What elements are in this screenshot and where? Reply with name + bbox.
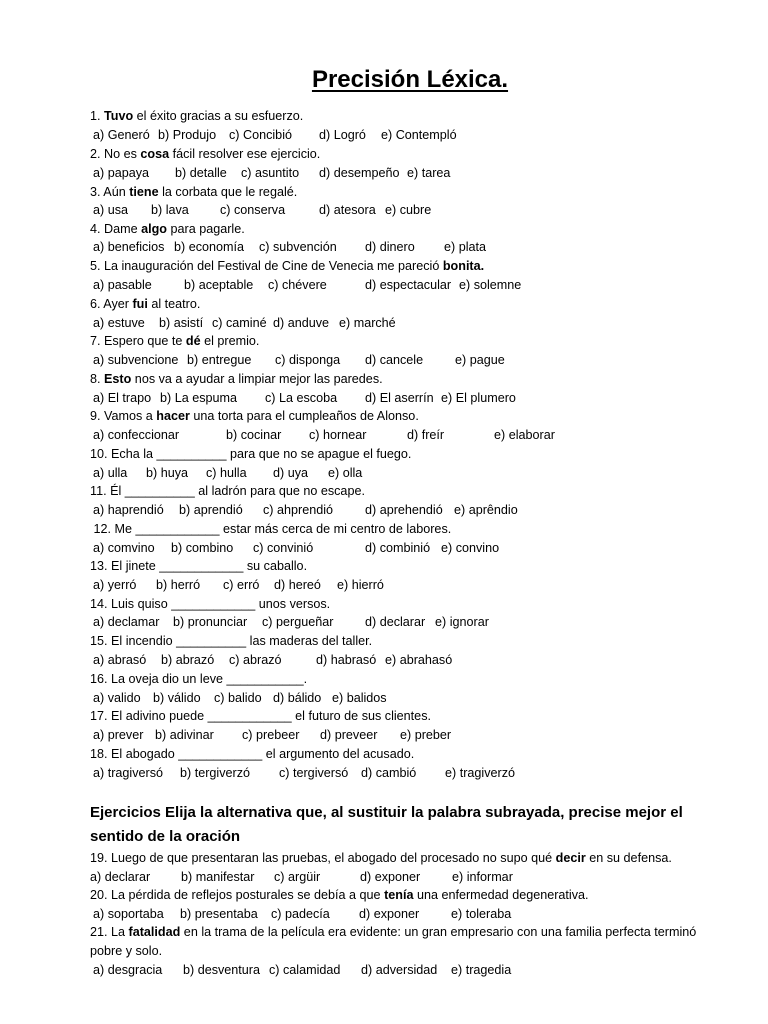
option-e[interactable]: e) solemne — [459, 278, 522, 292]
question-1: 1. Tuvo el éxito gracias a su esfuerzo. — [90, 109, 304, 123]
option-d[interactable]: d) Logró — [319, 128, 366, 142]
option-c[interactable]: c) hornear — [309, 428, 367, 442]
option-b[interactable]: b) presentaba — [180, 907, 258, 921]
section-heading-cont: sentido de la oración — [90, 828, 241, 845]
option-e[interactable]: e) marché — [339, 316, 396, 330]
option-c[interactable]: c) prebeer — [242, 728, 300, 742]
option-b[interactable]: b) economía — [174, 240, 245, 254]
option-d[interactable]: d) El aserrín — [365, 391, 434, 405]
option-b[interactable]: b) válido — [153, 691, 201, 705]
option-e[interactable]: e) hierró — [337, 578, 384, 592]
option-e[interactable]: e) elaborar — [494, 428, 555, 442]
question-3: 3. Aún tiene la corbata que le regalé. — [90, 185, 298, 199]
option-a[interactable]: a) beneficios — [93, 240, 165, 254]
section-heading: Ejercicios Elija la alternativa que, al sustituir la palabra subrayada, precise mejor el — [90, 804, 683, 821]
option-a[interactable]: a) prever — [93, 728, 144, 742]
option-b[interactable]: b) cocinar — [226, 428, 282, 442]
option-d[interactable]: d) habrasó — [316, 653, 377, 667]
option-a[interactable]: a) pasable — [93, 278, 152, 292]
option-b[interactable]: b) desventura — [183, 963, 261, 977]
option-d[interactable]: d) aprehendió — [365, 503, 443, 517]
option-e[interactable]: e) abrahasó — [385, 653, 453, 667]
option-e[interactable]: e) informar — [452, 870, 513, 884]
option-c[interactable]: c) conserva — [220, 203, 286, 217]
option-b[interactable]: b) asistí — [159, 316, 204, 330]
option-b[interactable]: b) abrazó — [161, 653, 215, 667]
option-c[interactable]: c) argüir — [274, 870, 321, 884]
option-a[interactable]: a) ulla — [93, 466, 128, 480]
option-c[interactable]: c) tergiversó — [279, 766, 349, 780]
question-5: 5. La inauguración del Festival de Cine de Venecia me pareció bonita. — [90, 259, 485, 273]
question-4: 4. Dame algo para pagarle. — [90, 222, 245, 236]
option-a[interactable]: a) confeccionar — [93, 428, 180, 442]
option-c[interactable]: c) caminé — [212, 316, 267, 330]
option-c[interactable]: c) ahprendió — [263, 503, 334, 517]
option-d[interactable]: d) preveer — [320, 728, 378, 742]
option-a[interactable]: a) papaya — [93, 166, 150, 180]
option-e[interactable]: e) tarea — [407, 166, 451, 180]
option-c[interactable]: c) calamidad — [269, 963, 341, 977]
option-b[interactable]: b) combino — [171, 541, 234, 555]
option-b[interactable]: b) La espuma — [160, 391, 238, 405]
option-b[interactable]: b) manifestar — [181, 870, 255, 884]
option-c[interactable]: c) pergueñar — [262, 615, 334, 629]
option-b[interactable]: b) pronunciar — [173, 615, 248, 629]
option-d[interactable]: d) dinero — [365, 240, 415, 254]
option-d[interactable]: d) cancele — [365, 353, 424, 367]
question-11: 11. Él __________ al ladrón para que no escape. — [90, 484, 365, 498]
option-c[interactable]: c) convinió — [253, 541, 314, 555]
question-21: 21. La fatalidad en la trama de la película era evidente: un gran empresario con una familia perfecta terminó — [90, 925, 697, 939]
option-c[interactable]: c) balido — [214, 691, 262, 705]
question-16: 16. La oveja dio un leve ___________. — [90, 672, 308, 686]
option-a[interactable]: a) abrasó — [93, 653, 147, 667]
option-a[interactable]: a) El trapo — [93, 391, 152, 405]
option-e[interactable]: e) balidos — [332, 691, 387, 705]
option-d[interactable]: d) desempeño — [319, 166, 400, 180]
option-e[interactable]: e) convino — [441, 541, 500, 555]
question-15: 15. El incendio __________ las maderas del taller. — [90, 634, 373, 648]
question-20: 20. La pérdida de reflejos posturales se debía a que tenía una enfermedad degenerativa. — [90, 888, 589, 902]
question-12: 12. Me ____________ estar más cerca de mi centro de labores. — [90, 522, 452, 536]
question-10: 10. Echa la __________ para que no se apague el fuego. — [90, 447, 412, 461]
option-d[interactable]: d) adversidad — [361, 963, 438, 977]
option-c[interactable]: c) disponga — [275, 353, 341, 367]
question-9: 9. Vamos a hacer una torta para el cumpleaños de Alonso. — [90, 409, 419, 423]
option-a[interactable]: a) soportaba — [93, 907, 164, 921]
option-a[interactable]: a) yerró — [93, 578, 137, 592]
option-c[interactable]: c) erró — [223, 578, 260, 592]
option-c[interactable]: c) asuntito — [241, 166, 300, 180]
option-e[interactable]: e) cubre — [385, 203, 432, 217]
option-d[interactable]: d) exponer — [359, 907, 420, 921]
question-6: 6. Ayer fui al teatro. — [90, 297, 201, 311]
option-b[interactable]: b) tergiverzó — [180, 766, 250, 780]
option-a[interactable]: a) usa — [93, 203, 129, 217]
question-18: 18. El abogado ____________ el argumento del acusado. — [90, 747, 415, 761]
option-d[interactable]: d) hereó — [274, 578, 321, 592]
option-a[interactable]: a) declamar — [93, 615, 160, 629]
option-a[interactable]: a) declarar — [90, 870, 151, 884]
option-d[interactable]: d) freír — [407, 428, 445, 442]
question-2: 2. No es cosa fácil resolver ese ejercicio. — [90, 147, 321, 161]
option-a[interactable]: a) comvino — [93, 541, 155, 555]
option-e[interactable]: e) aprêndio — [454, 503, 518, 517]
option-c[interactable]: c) hulla — [206, 466, 247, 480]
option-a[interactable]: a) tragiversó — [93, 766, 163, 780]
question-13: 13. El jinete ____________ su caballo. — [90, 559, 308, 573]
question-14: 14. Luis quiso ____________ unos versos. — [90, 597, 331, 611]
option-a[interactable]: a) estuve — [93, 316, 145, 330]
option-e[interactable]: e) ignorar — [435, 615, 489, 629]
option-e[interactable]: e) olla — [328, 466, 363, 480]
option-b[interactable]: b) aprendió — [179, 503, 243, 517]
option-b[interactable]: b) aceptable — [184, 278, 254, 292]
option-d[interactable]: d) espectacular — [365, 278, 452, 292]
option-b[interactable]: b) lava — [151, 203, 189, 217]
option-d[interactable]: d) cambió — [361, 766, 417, 780]
question-17: 17. El adivino puede ____________ el futuro de sus clientes. — [90, 709, 431, 723]
option-a[interactable]: a) desgracia — [93, 963, 163, 977]
option-b[interactable]: b) Produjo — [158, 128, 217, 142]
option-e[interactable]: e) toleraba — [451, 907, 512, 921]
option-b[interactable]: b) entregue — [187, 353, 252, 367]
option-e[interactable]: e) Contempló — [381, 128, 457, 142]
option-c[interactable]: c) abrazó — [229, 653, 282, 667]
option-a[interactable]: a) Generó — [93, 128, 150, 142]
option-d[interactable]: d) uya — [273, 466, 309, 480]
option-d[interactable]: d) declarar — [365, 615, 426, 629]
option-d[interactable]: d) anduve — [273, 316, 330, 330]
option-a[interactable]: a) haprendió — [93, 503, 164, 517]
option-c[interactable]: c) chévere — [268, 278, 327, 292]
option-a[interactable]: a) subvencione — [93, 353, 179, 367]
option-e[interactable]: e) plata — [444, 240, 487, 254]
option-e[interactable]: e) preber — [400, 728, 452, 742]
option-d[interactable]: d) exponer — [360, 870, 421, 884]
option-b[interactable]: b) adivinar — [155, 728, 214, 742]
question-7: 7. Espero que te dé el premio. — [90, 334, 260, 348]
question-21-cont: pobre y solo. — [90, 944, 163, 958]
question-8: 8. Esto nos va a ayudar a limpiar mejor las paredes. — [90, 372, 383, 386]
option-d[interactable]: d) atesora — [319, 203, 376, 217]
option-c[interactable]: c) Concibió — [229, 128, 292, 142]
option-b[interactable]: b) herró — [156, 578, 201, 592]
option-e[interactable]: e) El plumero — [441, 391, 516, 405]
option-b[interactable]: b) huya — [146, 466, 189, 480]
option-e[interactable]: e) pague — [455, 353, 505, 367]
option-c[interactable]: c) subvención — [259, 240, 337, 254]
option-b[interactable]: b) detalle — [175, 166, 227, 180]
question-19: 19. Luego de que presentaran las pruebas, el abogado del procesado no supo qué decir en su defensa. — [90, 851, 672, 865]
page-title: Precisión Léxica. — [311, 66, 509, 93]
option-d[interactable]: d) combinió — [365, 541, 431, 555]
option-d[interactable]: d) bálido — [273, 691, 322, 705]
option-a[interactable]: a) valido — [93, 691, 141, 705]
option-c[interactable]: c) padecía — [271, 907, 330, 921]
option-c[interactable]: c) La escoba — [265, 391, 338, 405]
option-e[interactable]: e) tragedia — [451, 963, 512, 977]
option-e[interactable]: e) tragiverzó — [445, 766, 515, 780]
